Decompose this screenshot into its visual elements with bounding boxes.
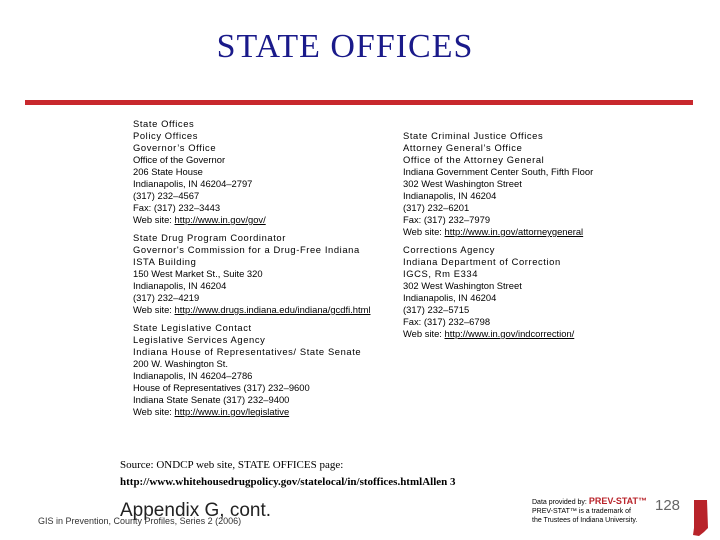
footer-series: GIS in Prevention, County Profiles, Series 2 (2006) [38, 516, 242, 526]
page-title: STATE OFFICES [216, 28, 474, 65]
website-link[interactable]: http://www.in.gov/indcorrection/ [444, 328, 575, 339]
office-line: 206 State House [133, 166, 203, 177]
website-link[interactable]: http://www.in.gov/gov/ [174, 214, 266, 225]
web-label: Web site: [133, 214, 175, 225]
office-line: (317) 232–6201 [403, 202, 470, 213]
office-line: State Criminal Justice Offices [403, 130, 544, 141]
office-line: Office of the Attorney General [403, 154, 545, 165]
office-line: Governor's Commission for a Drug-Free Indiana [133, 244, 360, 255]
web-label: Web site: [133, 304, 175, 315]
office-line: Indianapolis, IN 46204–2797 [133, 178, 253, 189]
source-label: Source: ONDCP web site, STATE OFFICES page: [120, 459, 344, 471]
office-block [403, 130, 593, 238]
office-line: State Offices [133, 118, 195, 129]
left-column [133, 118, 370, 424]
office-block [403, 244, 593, 340]
office-block [133, 118, 370, 226]
office-line: (317) 232–4219 [133, 292, 200, 303]
office-line: State Legislative Contact [133, 322, 252, 333]
office-line: House of Representatives (317) 232–9600 [133, 382, 310, 393]
office-line: Indiana State Senate (317) 232–9400 [133, 394, 290, 405]
website-link[interactable]: http://www.drugs.indiana.edu/indiana/gcdfi.html [174, 304, 371, 315]
office-line: 200 W. Washington St. [133, 358, 229, 369]
office-line: Attorney General’s Office [403, 142, 523, 153]
office-line: Fax: (317) 232–6798 [403, 316, 491, 327]
title-divider [25, 100, 693, 105]
office-line: Indianapolis, IN 46204–2786 [133, 370, 253, 381]
office-line: IGCS, Rm E334 [403, 268, 479, 279]
indiana-map-icon [690, 498, 712, 538]
office-line: 302 West Washington Street [403, 280, 522, 291]
website-link[interactable]: http://www.in.gov/attorneygeneral [444, 226, 584, 237]
office-line: Office of the Governor [133, 154, 226, 165]
logo-line3: the Trustees of Indiana University. [532, 517, 638, 524]
office-line: Governor’s Office [133, 142, 217, 153]
source-url[interactable]: http://www.whitehousedrugpolicy.gov/statelocal/in/stoffices.html [120, 476, 423, 488]
office-line: Policy Offices [133, 130, 199, 141]
source-citation [120, 457, 456, 491]
web-label: Web site: [403, 226, 445, 237]
office-line: Indianapolis, IN 46204 [133, 280, 227, 291]
logo-brand: PREV-STAT™ [588, 496, 647, 506]
office-block [133, 232, 370, 316]
office-line: 302 West Washington Street [403, 178, 522, 189]
office-block [133, 322, 370, 418]
appendix-label: Appendix G, cont. [120, 500, 272, 521]
office-line: (317) 232–5715 [403, 304, 470, 315]
office-line: 150 West Market St., Suite 320 [133, 268, 263, 279]
office-line: Indiana Department of Correction [403, 256, 561, 267]
office-line: Fax: (317) 232–7979 [403, 214, 491, 225]
office-line: Legislative Services Agency [133, 334, 266, 345]
office-line: Corrections Agency [403, 244, 496, 255]
office-line: Indiana Government Center South, Fifth Floor [403, 166, 594, 177]
source-suffix: Allen 3 [422, 476, 456, 488]
office-line: ISTA Building [133, 256, 197, 267]
office-line: Fax: (317) 232–3443 [133, 202, 221, 213]
right-column [403, 130, 593, 346]
office-line: State Drug Program Coordinator [133, 232, 286, 243]
page-number: 128 [655, 497, 681, 514]
office-line: Indianapolis, IN 46204 [403, 292, 497, 303]
web-label: Web site: [133, 406, 175, 417]
logo-line1: Data provided by: [532, 499, 589, 506]
office-line: (317) 232–4567 [133, 190, 200, 201]
website-link[interactable]: http://www.in.gov/legislative [174, 406, 290, 417]
logo-line2: PREV-STAT™ is a trademark of [532, 508, 631, 515]
office-line: Indianapolis, IN 46204 [403, 190, 497, 201]
web-label: Web site: [403, 328, 445, 339]
office-line: Indiana House of Representatives/ State Senate [133, 346, 362, 357]
